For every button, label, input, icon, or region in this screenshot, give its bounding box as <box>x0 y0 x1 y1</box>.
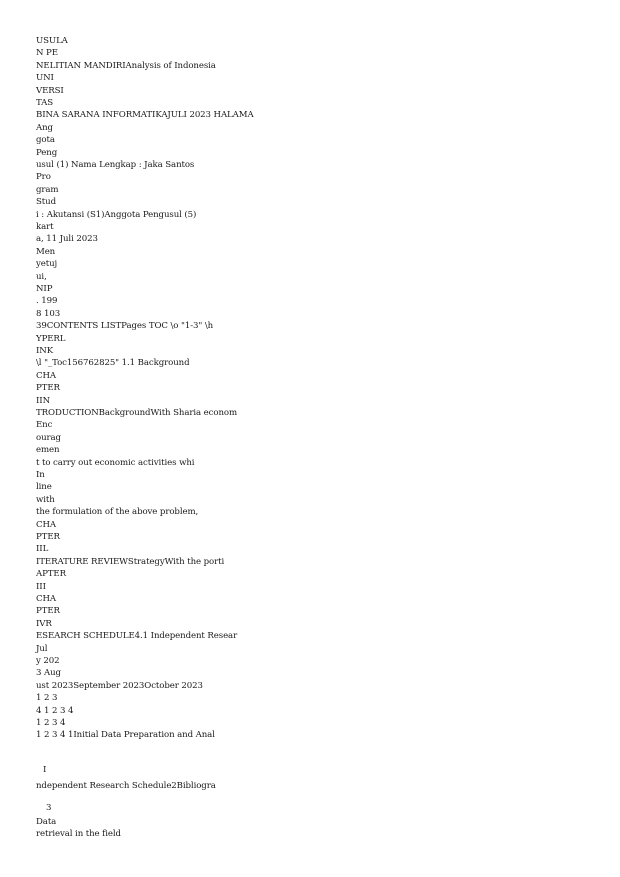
text-line: 1 2 3 4 <box>36 718 66 728</box>
text-line: IIL <box>36 544 49 555</box>
text-line: t to carry out economic activities whi <box>36 457 195 468</box>
text-line: INK <box>36 346 54 356</box>
text-line: emen <box>36 445 60 456</box>
footer-text-line: Data <box>36 817 57 827</box>
text-line: USULA <box>36 36 68 46</box>
text-line: ITERATURE REVIEWStrategyWith the porti <box>36 556 225 567</box>
text-line: In <box>36 470 45 480</box>
text-line: 39CONTENTS LISTPages TOC \o "1-3" \h <box>36 321 214 332</box>
text-line: TAS <box>36 98 54 108</box>
text-line: with <box>36 494 55 505</box>
text-line: CHA <box>36 370 56 381</box>
text-line: APTER <box>36 569 66 580</box>
text-line: ui, <box>36 271 47 282</box>
text-line: PTER <box>36 383 60 394</box>
text-line: N PE <box>36 48 58 59</box>
text-line: UNI <box>36 73 54 84</box>
text-line: y 202 <box>36 656 60 666</box>
text-line: the formulation of the above problem, <box>36 507 199 518</box>
text-line: BINA SARANA INFORMATIKAJULI 2023 HALAMA <box>36 110 254 121</box>
text-line: CHA <box>36 519 56 530</box>
text-line: III <box>36 581 46 592</box>
text-line: Peng <box>36 147 58 158</box>
text-line: Stud <box>36 197 56 208</box>
text-line: usul (1) Nama Lengkap : Jaka Santos <box>36 160 195 170</box>
text-line: TRODUCTIONBackgroundWith Sharia econom <box>36 408 237 418</box>
text-line: NIP <box>36 284 53 294</box>
footer-text-line: 3 <box>46 803 52 813</box>
text-line: line <box>36 482 52 493</box>
text-line: Men <box>36 246 56 257</box>
text-line: IVR <box>36 618 52 629</box>
text-line: \l "_Toc156762825" 1.1 Background <box>36 358 190 369</box>
text-line: . 199 <box>36 296 58 307</box>
text-line: kart <box>36 222 54 232</box>
text-line: ESEARCH SCHEDULE4.1 Independent Resear <box>36 631 238 642</box>
text-line: yetuj <box>36 259 58 270</box>
text-line: 1 2 3 <box>36 693 58 704</box>
text-line: ourag <box>36 432 61 443</box>
footer-text-line: retrieval in the field <box>36 829 121 839</box>
text-line: NELITIAN MANDIRIAnalysis of Indonesia <box>36 60 216 71</box>
footer-text-line: I <box>43 765 47 775</box>
text-line: gram <box>36 184 59 195</box>
text-line: PTER <box>36 606 60 617</box>
text-line: 1 2 3 4 1Initial Data Preparation and Anal <box>36 730 215 741</box>
text-line: 3 Aug <box>36 668 61 679</box>
text-line: YPERL <box>36 333 66 344</box>
text-line: PTER <box>36 532 60 542</box>
text-line: Enc <box>36 420 53 431</box>
text-line: i : Akutansi (S1)Anggota Pengusul (5) <box>36 209 197 220</box>
text-line: Jul <box>36 643 48 654</box>
text-line: CHA <box>36 594 56 604</box>
text-line: IIN <box>36 395 51 406</box>
footer-text-line: ndependent Research Schedule2Bibliogra <box>36 781 216 791</box>
text-line: VERSI <box>36 85 64 96</box>
text-line: gota <box>36 135 55 146</box>
text-line: ust 2023September 2023October 2023 <box>36 680 203 691</box>
text-line: Pro <box>36 172 51 183</box>
text-line: a, 11 Juli 2023 <box>36 234 98 245</box>
text-line: Ang <box>36 122 53 133</box>
text-line: 8 103 <box>36 308 61 319</box>
text-line: 4 1 2 3 4 <box>36 705 74 716</box>
